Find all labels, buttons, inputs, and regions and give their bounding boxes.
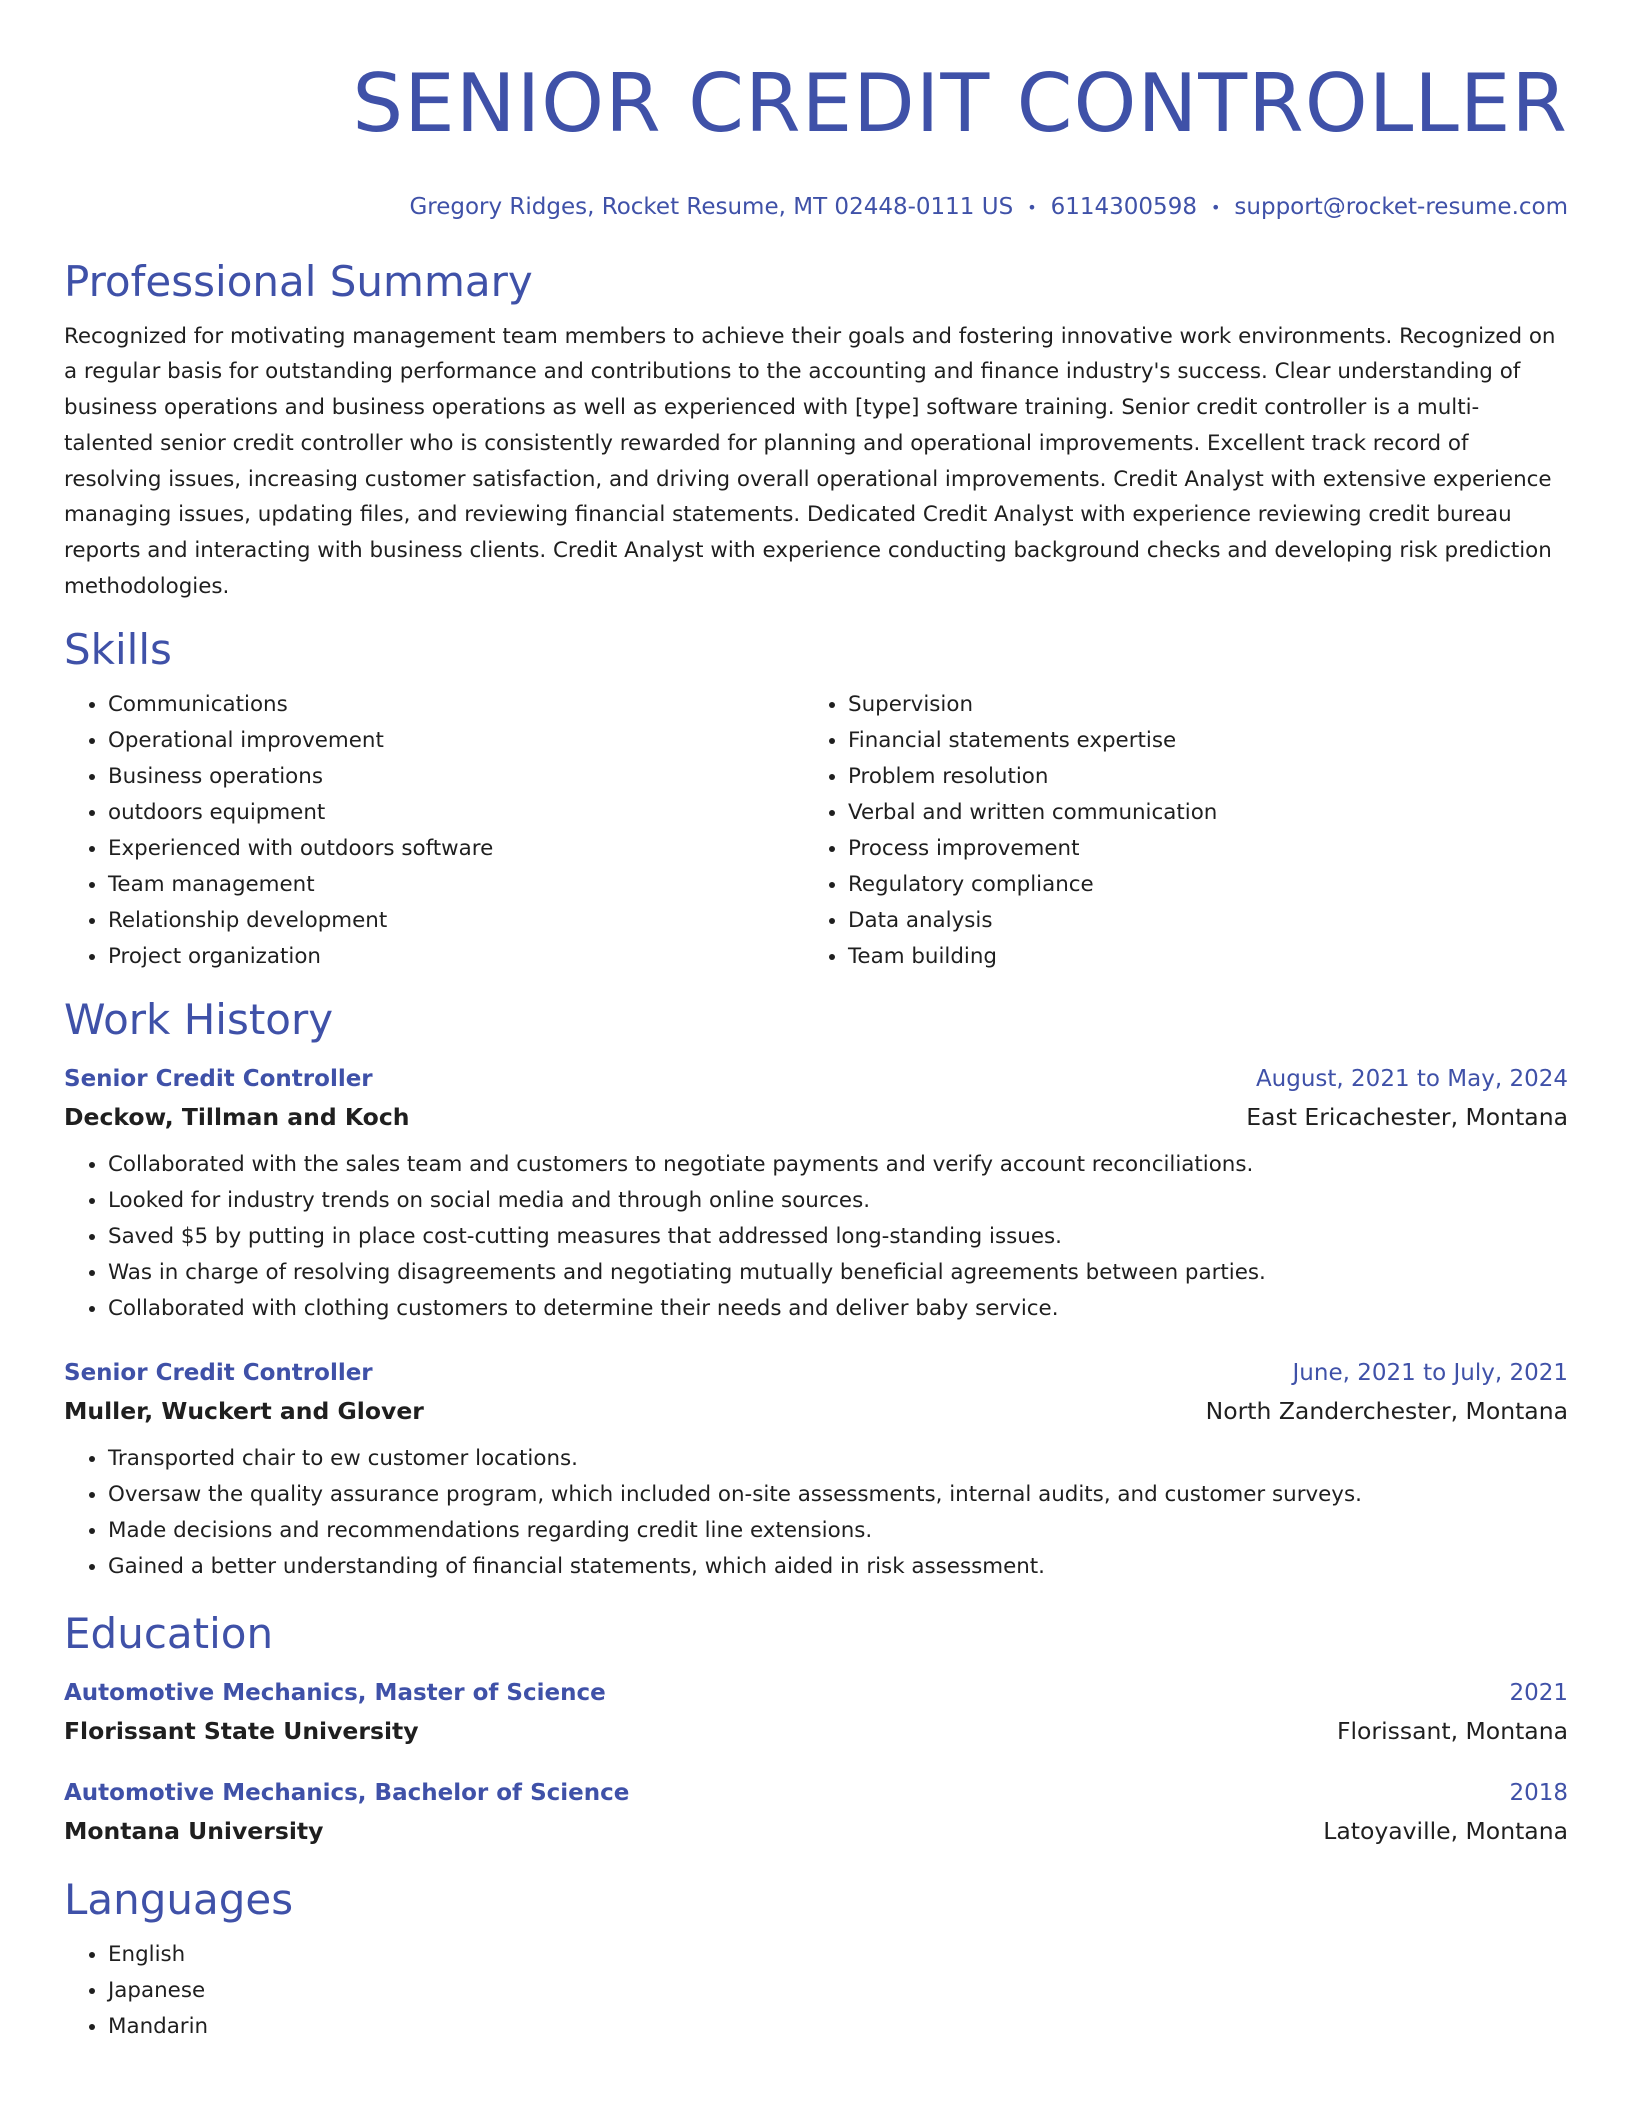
education-degree-row [64, 1775, 1568, 1811]
languages-list [64, 1937, 1568, 2045]
education-entry [64, 1675, 1568, 1751]
skill-item: • Financial statements expertise [848, 723, 1544, 759]
job-location: North Zanderchester, Montana [1205, 1396, 1568, 1425]
skill-item: • Relationship development [108, 903, 804, 939]
job-dates: June, 2021 to July, 2021 [1292, 1359, 1568, 1386]
skill-item: • Operational improvement [108, 723, 804, 759]
education-location: Latoyaville, Montana [1323, 1816, 1568, 1845]
skill-item: • Regulatory compliance [848, 867, 1544, 903]
education-section [64, 1607, 1568, 1851]
language-item: • Japanese [108, 1973, 1568, 2009]
skill-item: • Verbal and written communication [848, 795, 1544, 831]
education-school: Florissant State University [64, 1716, 419, 1745]
language-item: • Mandarin [108, 2009, 1568, 2045]
skill-item: • Business operations [108, 759, 804, 795]
skills-list-right [804, 687, 1544, 975]
job-bullet: • Saved $5 by putting in place cost-cutting measures that addressed long-standing issues. [108, 1219, 1568, 1255]
section-heading: Education [64, 1608, 274, 1658]
job-location: East Ericachester, Montana [1246, 1102, 1568, 1131]
job-bullet: • Looked for industry trends on social media and through online sources. [108, 1183, 1568, 1219]
education-school-row [64, 1711, 1568, 1751]
job-title: Senior Credit Controller [64, 1065, 373, 1092]
job-company: Deckow, Tillman and Koch [64, 1102, 410, 1131]
skill-item: • Experienced with outdoors software [108, 831, 804, 867]
job-company-row [64, 1391, 1568, 1431]
skill-item: • Process improvement [848, 831, 1544, 867]
education-school-row [64, 1811, 1568, 1851]
summary-section [64, 255, 1568, 605]
job-bullet: • Was in charge of resolving disagreements and negotiating mutually beneficial agreements between parties. [108, 1255, 1568, 1291]
job-bullet: • Oversaw the quality assurance program, which included on-site assessments, internal audits, and customer surveys. [108, 1477, 1568, 1513]
job-bullets [64, 1441, 1568, 1585]
contact-email: support@rocket-resume.com [1234, 194, 1568, 220]
skill-item: • Team building [848, 939, 1544, 975]
job-bullet: • Collaborated with clothing customers to determine their needs and deliver baby service. [108, 1291, 1568, 1327]
summary-text: Recognized for motivating management team members to achieve their goals and fostering innovative work environments. Recognized on a regular basis for outstanding performance and contributions to the accounting and finance industry's success. Clear understanding of business operations and business operations as well as experienced with [type] software training. Senior credit controller is a multi-talented senior credit controller who is consistently rewarded for planning and operational improvements. Excellent track record of resolving issues, increasing customer satisfaction, and driving overall operational improvements. Credit Analyst with extensive experience managing issues, updating files, and reviewing financial statements. Dedicated Credit Analyst with experience reviewing credit bureau reports and interacting with business clients. Credit Analyst with experience conducting background checks and developing risk prediction methodologies. [64, 323, 1556, 600]
skill-item: • Project organization [108, 939, 804, 975]
job-bullets [64, 1147, 1568, 1327]
job-bullet: • Made decisions and recommendations regarding credit line extensions. [108, 1513, 1568, 1549]
education-degree: Automotive Mechanics, Master of Science [64, 1679, 606, 1706]
job-title-row [64, 1061, 1568, 1097]
contact-address: Gregory Ridges, Rocket Resume, MT 02448-0111 US [409, 194, 1014, 220]
job-title-row [64, 1355, 1568, 1391]
languages-section [64, 1873, 1568, 2045]
skill-item: • outdoors equipment [108, 795, 804, 831]
skills-list-left [64, 687, 804, 975]
contact-phone: 6114300598 [1050, 194, 1197, 220]
education-year: 2018 [1509, 1779, 1568, 1806]
education-year: 2021 [1509, 1679, 1568, 1706]
skill-item: • Problem resolution [848, 759, 1544, 795]
resume-title: SENIOR CREDIT CONTROLLER [352, 57, 1568, 150]
language-item: • English [108, 1937, 1568, 1973]
job-bullet: • Collaborated with the sales team and customers to negotiate payments and verify account reconciliations. [108, 1147, 1568, 1183]
contact-separator: • [1210, 197, 1221, 217]
job-bullet: • Transported chair to ew customer locations. [108, 1441, 1568, 1477]
skill-item: • Communications [108, 687, 804, 723]
education-location: Florissant, Montana [1336, 1716, 1568, 1745]
job-title: Senior Credit Controller [64, 1359, 373, 1386]
education-school: Montana University [64, 1816, 324, 1845]
skills-column-right [804, 687, 1544, 975]
skills-columns [64, 687, 1568, 975]
job-company: Muller, Wuckert and Glover [64, 1396, 424, 1425]
skill-item: • Team management [108, 867, 804, 903]
education-degree-row [64, 1675, 1568, 1711]
skill-item: • Supervision [848, 687, 1544, 723]
skills-column-left [64, 687, 804, 975]
skill-item: • Data analysis [848, 903, 1544, 939]
contact-separator: • [1027, 197, 1037, 217]
job-entry [64, 1355, 1568, 1585]
education-degree: Automotive Mechanics, Bachelor of Science [64, 1779, 630, 1806]
skills-section [64, 623, 1568, 975]
job-entry [64, 1061, 1568, 1327]
section-heading: Work History [64, 994, 334, 1044]
section-heading: Skills [64, 624, 172, 674]
section-heading: Languages [64, 1874, 294, 1924]
job-company-row [64, 1097, 1568, 1137]
education-entry [64, 1775, 1568, 1851]
job-dates: August, 2021 to May, 2024 [1255, 1065, 1568, 1092]
work-history-section [64, 993, 1568, 1585]
contact-line [64, 192, 1568, 223]
job-bullet: • Gained a better understanding of financial statements, which aided in risk assessment. [108, 1549, 1568, 1585]
section-heading: Professional Summary [64, 256, 533, 306]
